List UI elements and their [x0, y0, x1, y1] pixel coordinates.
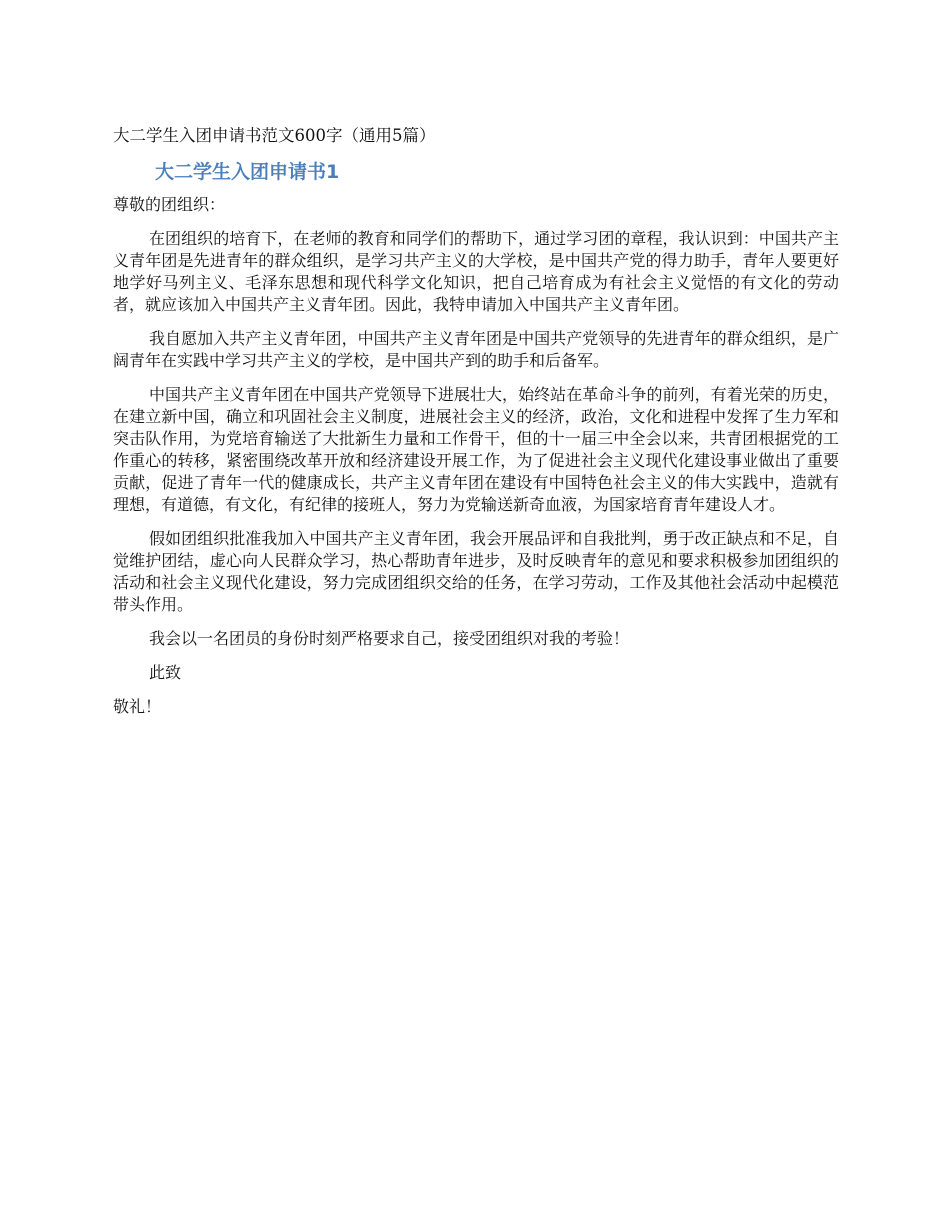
paragraph-2: 我自愿加入共产主义青年团，中国共产主义青年团是中国共产党领导的先进青年的群众组织，是广阔青年在实践中学习共产主义的学校，是中国共产到的助手和后备军。 — [113, 329, 839, 370]
paragraph-5: 我会以一名团员的身份时刻严格要求自己，接受团组织对我的考验！ — [149, 629, 630, 648]
document-body — [113, 124, 839, 718]
section-heading: 大二学生入团申请书1 — [155, 161, 340, 183]
document-title: 大二学生入团申请书范文600字（通用5篇） — [113, 126, 436, 145]
closing-line-1: 此致 — [149, 663, 182, 682]
paragraph-4: 假如团组织批准我加入中国共产主义青年团，我会开展品评和自我批判，勇于改正缺点和不足，自觉维护团结，虚心向人民群众学习，热心帮助青年进步，及时反映青年的意见和要求积极参加团组织的活动和社会主义现代化建设，努力完成团组织交给的任务，在学习劳动，工作及其他社会活动中起模范带头作用。 — [113, 529, 839, 614]
paragraph-3: 中国共产主义青年团在中国共产党领导下进展壮大，始终站在革命斗争的前列，有着光荣的历史，在建立新中国，确立和巩固社会主义制度，进展社会主义的经济，政治，文化和进程中发挥了生力军和突击队作用，为党培育输送了大批新生力量和工作骨干，但的十一届三中全会以来，共青团根据党的工作重心的转移，紧密围绕改革开放和经济建设开展工作，为了促进社会主义现代化建设事业做出了重要贡献，促进了青年一代的健康成长，共产主义青年团在建设有中国特色社会主义的伟大实践中，造就有理想，有道德，有文化，有纪律的接班人，努力为党输送新奇血液，为国家培育青年建设人才。 — [113, 385, 839, 514]
paragraph-1: 在团组织的培育下，在老师的教育和同学们的帮助下，通过学习团的章程，我认识到：中国共产主义青年团是先进青年的群众组织，是学习共产主义的大学校，是中国共产党的得力助手，青年人要更好地学好马列主义、毛泽东思想和现代科学文化知识，把自己培育成为有社会主义觉悟的有文化的劳动者，就应该加入中国共产主义青年团。因此，我特申请加入中国共产主义青年团。 — [113, 229, 839, 314]
salutation: 尊敬的团组织： — [113, 195, 226, 214]
closing-line-2: 敬礼！ — [113, 697, 162, 716]
